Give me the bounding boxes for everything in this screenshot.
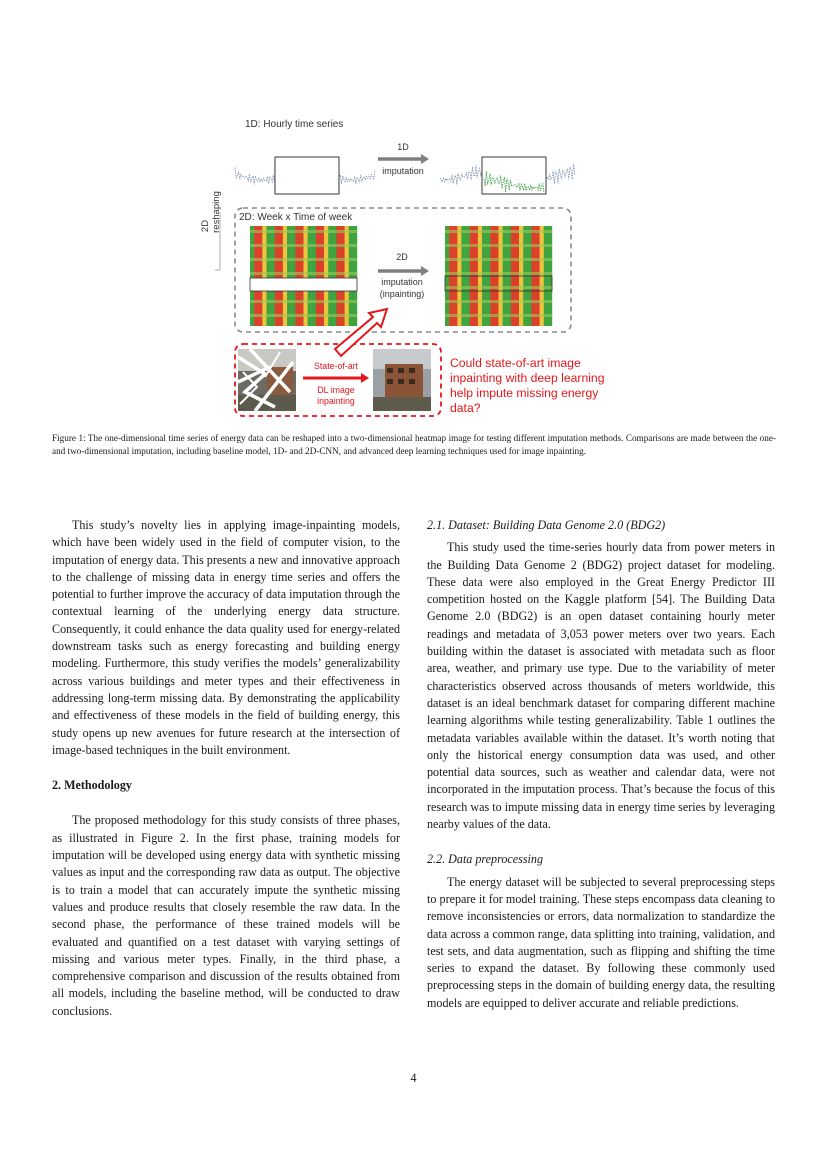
heatmap-cell xyxy=(349,226,353,326)
heatmap-band xyxy=(445,272,552,275)
heatmap-cell xyxy=(266,226,270,326)
heatmap-cell xyxy=(328,226,332,326)
heatmap-band xyxy=(445,230,552,233)
heatmap-cell xyxy=(304,226,308,326)
heatmap-cell xyxy=(291,226,295,326)
heatmap-cell xyxy=(345,226,349,326)
heatmap-original xyxy=(250,226,357,326)
heatmap-band xyxy=(250,258,357,261)
heatmap-cell xyxy=(279,226,283,326)
heatmap-band xyxy=(250,244,357,247)
heatmap-band xyxy=(250,230,357,233)
heatmap-band xyxy=(445,258,552,261)
dataset-paragraph: This study used the time-series hourly data from power meters in the Building Data Genome 2 (BDG2) project dataset for modeling. These data were also employed in the Great Energy Predictor III competition hosted on the Kaggle platform [54]. The Building Data Genome 2.0 (BDG2) is an open dataset containing hourly meter readings and metadata of 3,053 power meters over two years. Each building within the dataset is associated with metadata such as floor area, weather, and primary use type. Due to the variability of meter characteristics observed across thousands of meters worldwide, this dataset is an ideal benchmark dataset for comparing different machine learning algorithms while testing generalizability. Table 1 outlines the metadata variables available within the dataset. It’s worth noting that only the historical energy consumption data was used, and other potential data sources, such as weather and calendar data, were not incorporated in the imputation process. That’s because the focus of this research was to impute missing data in energy time series by leveraging nearby values of the data. xyxy=(427,540,775,832)
left-column xyxy=(52,517,400,1020)
right-column xyxy=(427,517,775,1012)
heatmap-cell xyxy=(258,226,262,326)
heatmap-band xyxy=(250,314,357,317)
restored-image xyxy=(373,349,431,411)
heatmap-band xyxy=(445,300,552,303)
arrow-2d-label: 2D xyxy=(396,252,408,262)
methodology-paragraph: The proposed methodology for this study consists of three phases, as illustrated in Figure 2. In the first phase, training models for imputation will be developed using energy data with synthetic missing values as input and the corresponding raw data as output. The objective is to train a model that can accurately impute the synthetic missing values and produce results that closely resemble the raw data. In the second phase, the performance of these trained models will be evaluated and quantified on a test dataset with varying settings of missing and various meter types. Finally, in the third phase, a comprehensive comparison and discussion of the results obtained from all models, including the baseline method, will be conducted to draw conclusions. xyxy=(52,813,400,1018)
heatmap-cell xyxy=(324,226,328,326)
heatmap-cell xyxy=(353,226,357,326)
question-line: Could state-of-art image xyxy=(450,356,581,370)
heatmap-cell xyxy=(275,226,279,326)
heatmap-cell xyxy=(308,226,312,326)
heatmap-cell xyxy=(250,226,254,326)
preprocessing-paragraph: The energy dataset will be subjected to several preprocessing steps to prepare it for model training. These steps encompass data cleaning to remove inconsistencies or errors, data normalization to standardize the data across a common range, data splitting into training, validation, and test sets, and data augmentation, such as flipping and shifting the time series to expand the dataset. By following these commonly used preprocessing steps in the domain of building energy data, the resulting models are equipped to deliver accurate and reliable predictions. xyxy=(427,874,775,1010)
subsection-heading-preprocessing: 2.2. Data preprocessing xyxy=(427,852,544,867)
question-line: inpainting with deep learning xyxy=(450,371,605,385)
heatmap-cell xyxy=(320,226,324,326)
heatmap-band xyxy=(250,300,357,303)
question-line: data? xyxy=(450,401,481,415)
heatmap-cell xyxy=(295,226,299,326)
arrow-1d-sublabel: imputation xyxy=(382,166,424,176)
heatmap-cell xyxy=(299,226,303,326)
heatmap-cell xyxy=(336,226,340,326)
research-question xyxy=(450,356,605,415)
heatmap-band xyxy=(445,286,552,289)
heatmap-cell xyxy=(332,226,336,326)
heatmap-cell xyxy=(316,226,320,326)
page-number: 4 xyxy=(410,1071,417,1085)
subsection-heading-dataset: 2.1. Dataset: Building Data Genome 2.0 (BDG2) xyxy=(427,518,666,532)
heatmap-band xyxy=(445,244,552,247)
dl-inpainting-label-2: inpainting xyxy=(317,396,355,406)
figure-1-diagram xyxy=(195,112,605,424)
label-1d-hourly: 1D: Hourly time series xyxy=(245,119,344,130)
heatmap-cell xyxy=(271,226,275,326)
section-heading-methodology: 2. Methodology xyxy=(52,778,132,793)
arrow-2d-sublabel: imputation xyxy=(381,277,423,287)
intro-paragraph: This study’s novelty lies in applying image-inpainting models, which have been widely used in the field of computer vision, to the imputation of energy data. This presents a new and innovative approach to the challenge of missing data in energy time series and offers the potential to further improve the accuracy of data imputation through the contextual learning of the underlying energy data structure. Consequently, it could enhance the data quality used for energy-related downstream tasks such as energy forecasting and building energy modeling. Furthermore, this study verifies the models’ generalizability across various buildings and meter types and their effectiveness in addressing long-term missing data. By demonstrating the applicability and effectiveness of these models in the field of building energy, this study opens up new avenues for future research at the intersection of image-based techniques in the built environment. xyxy=(52,518,400,757)
heatmap-missing-box xyxy=(250,278,357,291)
label-2d-week: 2D: Week x Time of week xyxy=(239,212,353,223)
heatmap-cell xyxy=(287,226,291,326)
heatmap-band xyxy=(250,272,357,275)
heatmap-band xyxy=(445,314,552,317)
heatmap-cell xyxy=(312,226,316,326)
time-series-imputed xyxy=(440,157,575,194)
figure-caption: Figure 1: The one-dimensional time series of energy data can be reshaped into a two-dimensional heatmap image for testing different imputation methods. Comparisons are made between the one- and two-dimensional imputation, including baseline model, 1D- and 2D-CNN, and advanced deep learning techniques used for image inpainting. xyxy=(52,433,776,456)
reshape-label: reshaping xyxy=(211,191,222,233)
time-series-original xyxy=(235,157,375,194)
sota-label: State-of-art xyxy=(313,361,359,371)
reshape-label-2d: 2D xyxy=(200,219,211,233)
question-line: help impute missing energy xyxy=(450,386,599,400)
heatmap-cell xyxy=(254,226,258,326)
damaged-image xyxy=(238,349,296,411)
missing-gap-box xyxy=(275,157,339,194)
heatmap-cell xyxy=(262,226,266,326)
heatmap-cell xyxy=(283,226,287,326)
arrow-1d-label: 1D xyxy=(397,142,409,152)
heatmap-cell xyxy=(341,226,345,326)
arrow-2d-sublabel-2: (inpainting) xyxy=(379,289,425,299)
figure-1 xyxy=(195,112,605,424)
dl-inpainting-label: DL image xyxy=(317,385,355,395)
